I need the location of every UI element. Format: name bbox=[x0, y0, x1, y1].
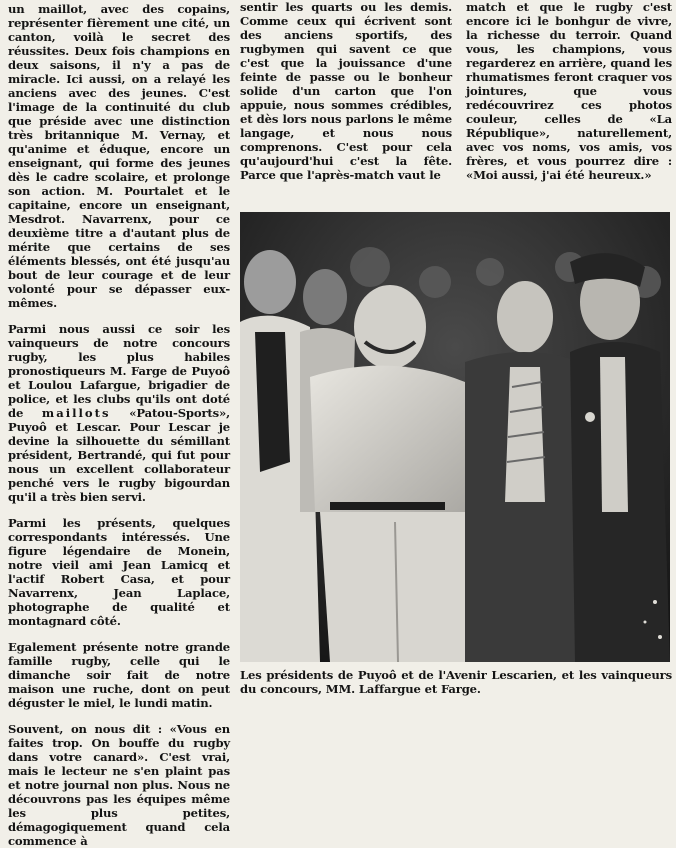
paragraph: Souvent, on nous dit : «Vous en faites trop. On bouffe du rugby dans votre canard». C'est vrai, mais le lecteur ne s'en plaint pas et notre journal non plus. Nous ne découvrons pas les équipes même les plus petites, démagogiquement quand cela commence à bbox=[8, 722, 230, 848]
photo-caption: Les présidents de Puyoô et de l'Avenir Lescarien, et les vainqueurs du concours, MM. Laffargue et Farge. bbox=[240, 668, 672, 696]
article-column-3 bbox=[466, 0, 672, 182]
paragraph: sentir les quarts ou les demis. Comme ceux qui écrivent sont des anciens sportifs, des rugbymen qui savent ce que c'est que la jouissance d'une feinte de passe ou le bonheur solide d'un carton que l'on appuie, nous sommes crédibles, et dès lors nous parlons le même langage, et nous nous comprenons. C'est pour cela qu'aujourd'hui c'est la fête. Parce que l'après-match vaut le bbox=[240, 0, 452, 182]
paragraph: un maillot, avec des copains, représenter fièrement une cité, un canton, voilà le secret des réussites. Deux fois champions en deux saisons, il n'y a pas de miracle. Ici aussi, on a relayé les anciens avec des jeunes. C'est l'image de la continuité du club que préside avec une distinction très britannique M. Vernay, et qu'anime et éduque, encore un enseignant, qui forme des jeunes dès le cadre scolaire, et prolonge son action. M. Pourtalet et le capitaine, encore un enseignant, Mesdrot. Navarrenx, pour ce deuxième titre a d'autant plus de mérite que certains de ses éléments blessés, ont été jusqu'au bout de leur courage et de leur volonté pour se dépasser eux-mêmes. bbox=[8, 2, 230, 310]
group-photo-illustration bbox=[240, 212, 670, 662]
article-column-1 bbox=[8, 2, 230, 848]
paragraph: Parmi les présents, quelques correspondants intéressés. Une figure légendaire de Monein, notre vieil ami Jean Lamicq et l'actif Robert Casa, et pour Navarrenx, Jean Laplace, photographe de qualité et montagnard côté. bbox=[8, 516, 230, 628]
paragraph bbox=[8, 322, 230, 504]
news-photo bbox=[240, 212, 670, 662]
spaced-word: maillots bbox=[41, 406, 111, 420]
paragraph: match et que le rugby c'est encore ici le bonhgur de vivre, la richesse du terroir. Quand vous, les champions, vous regarderez en arrière, quand les rhumatismes feront craquer vos jointures, que vous redécouvrirez ces photos couleur, celles de «La République», naturellement, avec vos noms, vos amis, vos frères, et vous pourrez dire : «Moi aussi, j'ai été heureux.» bbox=[466, 0, 672, 182]
paragraph-part: «Patou-Sports», Puyoô et Lescar. Pour Lescar je devine la silhouette du sémillant président, Bertrandé, qui fut pour nous un excellent collaborateur penché vers le rugby bigourdan qu'il a très bien servi. bbox=[8, 406, 230, 504]
article-column-2 bbox=[240, 0, 452, 182]
paragraph: Egalement présente notre grande famille rugby, celle qui le dimanche soir fait de notre maison une ruche, dont on peut déguster le miel, le lundi matin. bbox=[8, 640, 230, 710]
paragraph-part: Parmi nous aussi ce soir les vainqueurs de notre concours rugby, les plus habiles pronostiqueurs M. Farge de Puyoô et Loulou Lafargue, brigadier de police, et les clubs qu'ils ont doté de bbox=[8, 322, 230, 420]
